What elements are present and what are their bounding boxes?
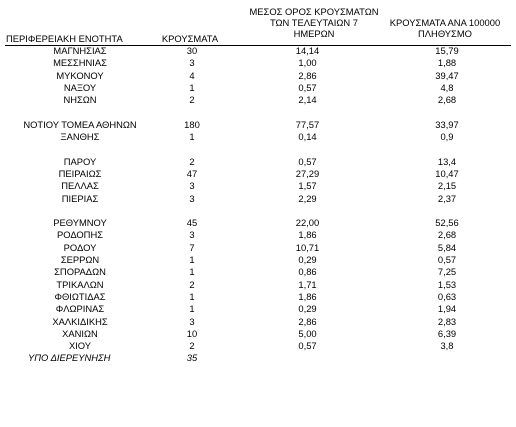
avg-cell: 0,29: [298, 254, 317, 266]
avg-cell: 1,86: [298, 229, 317, 241]
table-row: [0, 168, 516, 180]
table-row: [0, 180, 516, 192]
per100k-cell: 13,4: [437, 155, 457, 167]
cases-cell: 3: [189, 180, 195, 192]
cases-cell: 47: [186, 167, 198, 179]
header-avg-line-2: ΤΩΝ ΤΕΛΕΥΤΑΙΩΝ 7: [269, 17, 358, 28]
per100k-cell: 7,25: [437, 266, 457, 278]
table-row: [0, 303, 516, 315]
avg-cell: 27,29: [295, 167, 320, 179]
table-row: [0, 217, 516, 229]
region-cell: ΡΟΔΟΥ: [63, 241, 97, 253]
cases-cell: 1: [189, 81, 195, 93]
avg-cell: 0,29: [298, 303, 317, 315]
table-row: [0, 279, 516, 291]
per100k-cell: 2,68: [437, 229, 457, 241]
region-cell: ΦΘΙΩΤΙΔΑΣ: [54, 290, 106, 302]
region-cell: ΦΛΩΡΙΝΑΣ: [55, 303, 105, 315]
header-seven-day-average: [246, 6, 382, 39]
per100k-cell: 0,57: [437, 254, 457, 266]
table-row: [0, 340, 516, 352]
table-row: [0, 193, 516, 205]
avg-cell: 10,71: [295, 241, 320, 253]
table-row: [0, 328, 516, 340]
table-row: [0, 57, 516, 69]
header-cases: ΚΡΟΥΣΜΑΤΑ: [161, 33, 219, 44]
per100k-cell: 39,47: [435, 69, 459, 81]
cases-cell: 2: [189, 155, 195, 167]
cases-cell: 2: [189, 94, 195, 106]
region-cell: ΝΑΞΟΥ: [63, 81, 97, 93]
avg-cell: 2,29: [298, 192, 317, 204]
header-avg-line-3: ΗΜΕΡΩΝ: [293, 28, 335, 39]
per100k-cell: 15,79: [435, 45, 459, 56]
region-cell: ΜΑΓΝΗΣΙΑΣ: [53, 45, 107, 56]
per100k-cell: 1,94: [437, 303, 457, 315]
header-cases-per-100k: [380, 17, 510, 39]
cases-cell: 1: [189, 131, 195, 143]
per100k-cell: 10,47: [435, 167, 459, 179]
table-row: [0, 131, 516, 143]
avg-cell: 1,71: [298, 278, 317, 290]
region-cell: ΤΡΙΚΑΛΩΝ: [56, 278, 104, 290]
cases-cell: 2: [189, 278, 195, 290]
cases-cell: 3: [189, 57, 195, 69]
table-row: [0, 229, 516, 241]
group-spacer: [0, 143, 516, 155]
cases-cell: 1: [189, 254, 195, 266]
avg-cell: 0,57: [298, 155, 317, 167]
table-row: [0, 94, 516, 106]
table-row-under-investigation: [0, 352, 516, 364]
avg-cell: 0,14: [298, 131, 317, 143]
cases-cell: 45: [186, 217, 198, 229]
cases-cell: 4: [189, 69, 195, 81]
table-row: [0, 266, 516, 278]
per100k-cell: 2,68: [437, 94, 457, 106]
table-row: [0, 82, 516, 94]
region-cell: ΧΑΛΚΙΔΙΚΗΣ: [52, 315, 108, 327]
cases-cell: 10: [186, 327, 198, 339]
avg-cell: 22,00: [295, 217, 320, 229]
region-cell: ΣΠΟΡΑΔΩΝ: [54, 266, 106, 278]
group-spacer: [0, 106, 516, 118]
header-per100k-line-1: ΚΡΟΥΣΜΑΤΑ ΑΝΑ 100000: [389, 17, 501, 28]
region-cell: ΡΕΘΥΜΝΟΥ: [53, 217, 107, 229]
per100k-cell: 1,88: [437, 57, 457, 69]
region-cell: ΠΕΙΡΑΙΩΣ: [58, 167, 102, 179]
avg-cell: 5,00: [298, 327, 317, 339]
header-per100k-line-2: ΠΛΗΘΥΣΜΟ: [418, 28, 472, 39]
cases-cell: 3: [189, 315, 195, 327]
region-cell: ΡΟΔΟΠΗΣ: [56, 229, 104, 241]
region-cell: ΣΕΡΡΩΝ: [60, 254, 100, 266]
per100k-cell: 4,8: [440, 81, 454, 93]
table-row: [0, 242, 516, 254]
avg-cell: 0,57: [298, 81, 317, 93]
cases-cell: 3: [189, 192, 195, 204]
per100k-cell: 0,9: [440, 131, 454, 143]
region-cell: ΠΙΕΡΙΑΣ: [61, 192, 99, 204]
region-cell: ΜΕΣΣΗΝΙΑΣ: [53, 57, 107, 69]
cases-cell: 2: [189, 340, 195, 352]
region-cell: ΝΟΤΙΟΥ ΤΟΜΕΑ ΑΘΗΝΩΝ: [23, 118, 137, 130]
group-spacer: [0, 205, 516, 217]
avg-cell: 1,57: [298, 180, 317, 192]
region-cell: ΜΥΚΟΝΟΥ: [56, 69, 104, 81]
avg-cell: 14,14: [295, 45, 320, 56]
per100k-cell: 0,63: [437, 290, 457, 302]
region-cell: ΠΕΛΛΑΣ: [61, 180, 99, 192]
table-row: [0, 156, 516, 168]
cases-cell: 1: [189, 266, 195, 278]
per100k-cell: 1,53: [437, 278, 457, 290]
avg-cell: 2,14: [298, 94, 317, 106]
table-row: [0, 70, 516, 82]
per100k-cell: 2,83: [437, 315, 457, 327]
cases-cell: 1: [189, 303, 195, 315]
region-cell: ΠΑΡΟΥ: [63, 155, 97, 167]
table-row: [0, 316, 516, 328]
header-region: ΠΕΡΙΦΕΡΕΙΑΚΗ ΕΝΟΤΗΤΑ: [6, 33, 123, 44]
avg-cell: 2,86: [298, 315, 317, 327]
per100k-cell: 6,39: [437, 327, 457, 339]
header-avg-line-1: ΜΕΣΟΣ ΟΡΟΣ ΚΡΟΥΣΜΑΤΩΝ: [249, 6, 379, 17]
region-cell: ΞΑΝΘΗΣ: [60, 131, 100, 143]
per100k-cell: 52,56: [435, 217, 459, 229]
cases-cell: 180: [184, 118, 200, 130]
per100k-cell: 3,8: [440, 340, 454, 352]
avg-cell: 1,86: [298, 290, 317, 302]
avg-cell: 0,86: [298, 266, 317, 278]
table-row: [0, 45, 516, 57]
per100k-cell: 2,37: [437, 192, 457, 204]
avg-cell: 1,00: [298, 57, 317, 69]
region-cell: ΧΑΝΙΩΝ: [62, 327, 98, 339]
region-cell: ΝΗΣΩΝ: [63, 94, 97, 106]
under-investigation-label: ΥΠΟ ΔΙΕΡΕΥΝΗΣΗ: [28, 352, 111, 364]
under-investigation-cases: 35: [186, 352, 198, 364]
region-cell: ΧΙΟΥ: [68, 340, 92, 352]
cases-cell: 3: [189, 229, 195, 241]
avg-cell: 2,86: [298, 69, 317, 81]
table-row: [0, 254, 516, 266]
per100k-cell: 33,97: [435, 118, 459, 130]
table-row: [0, 291, 516, 303]
cases-cell: 30: [186, 45, 198, 56]
per100k-cell: 5,84: [437, 241, 457, 253]
cases-cell: 7: [189, 241, 195, 253]
cases-cell: 1: [189, 290, 195, 302]
avg-cell: 0,57: [298, 340, 317, 352]
table-body: [0, 45, 516, 365]
avg-cell: 77,57: [295, 118, 320, 130]
table-row: [0, 119, 516, 131]
per100k-cell: 2,15: [437, 180, 457, 192]
